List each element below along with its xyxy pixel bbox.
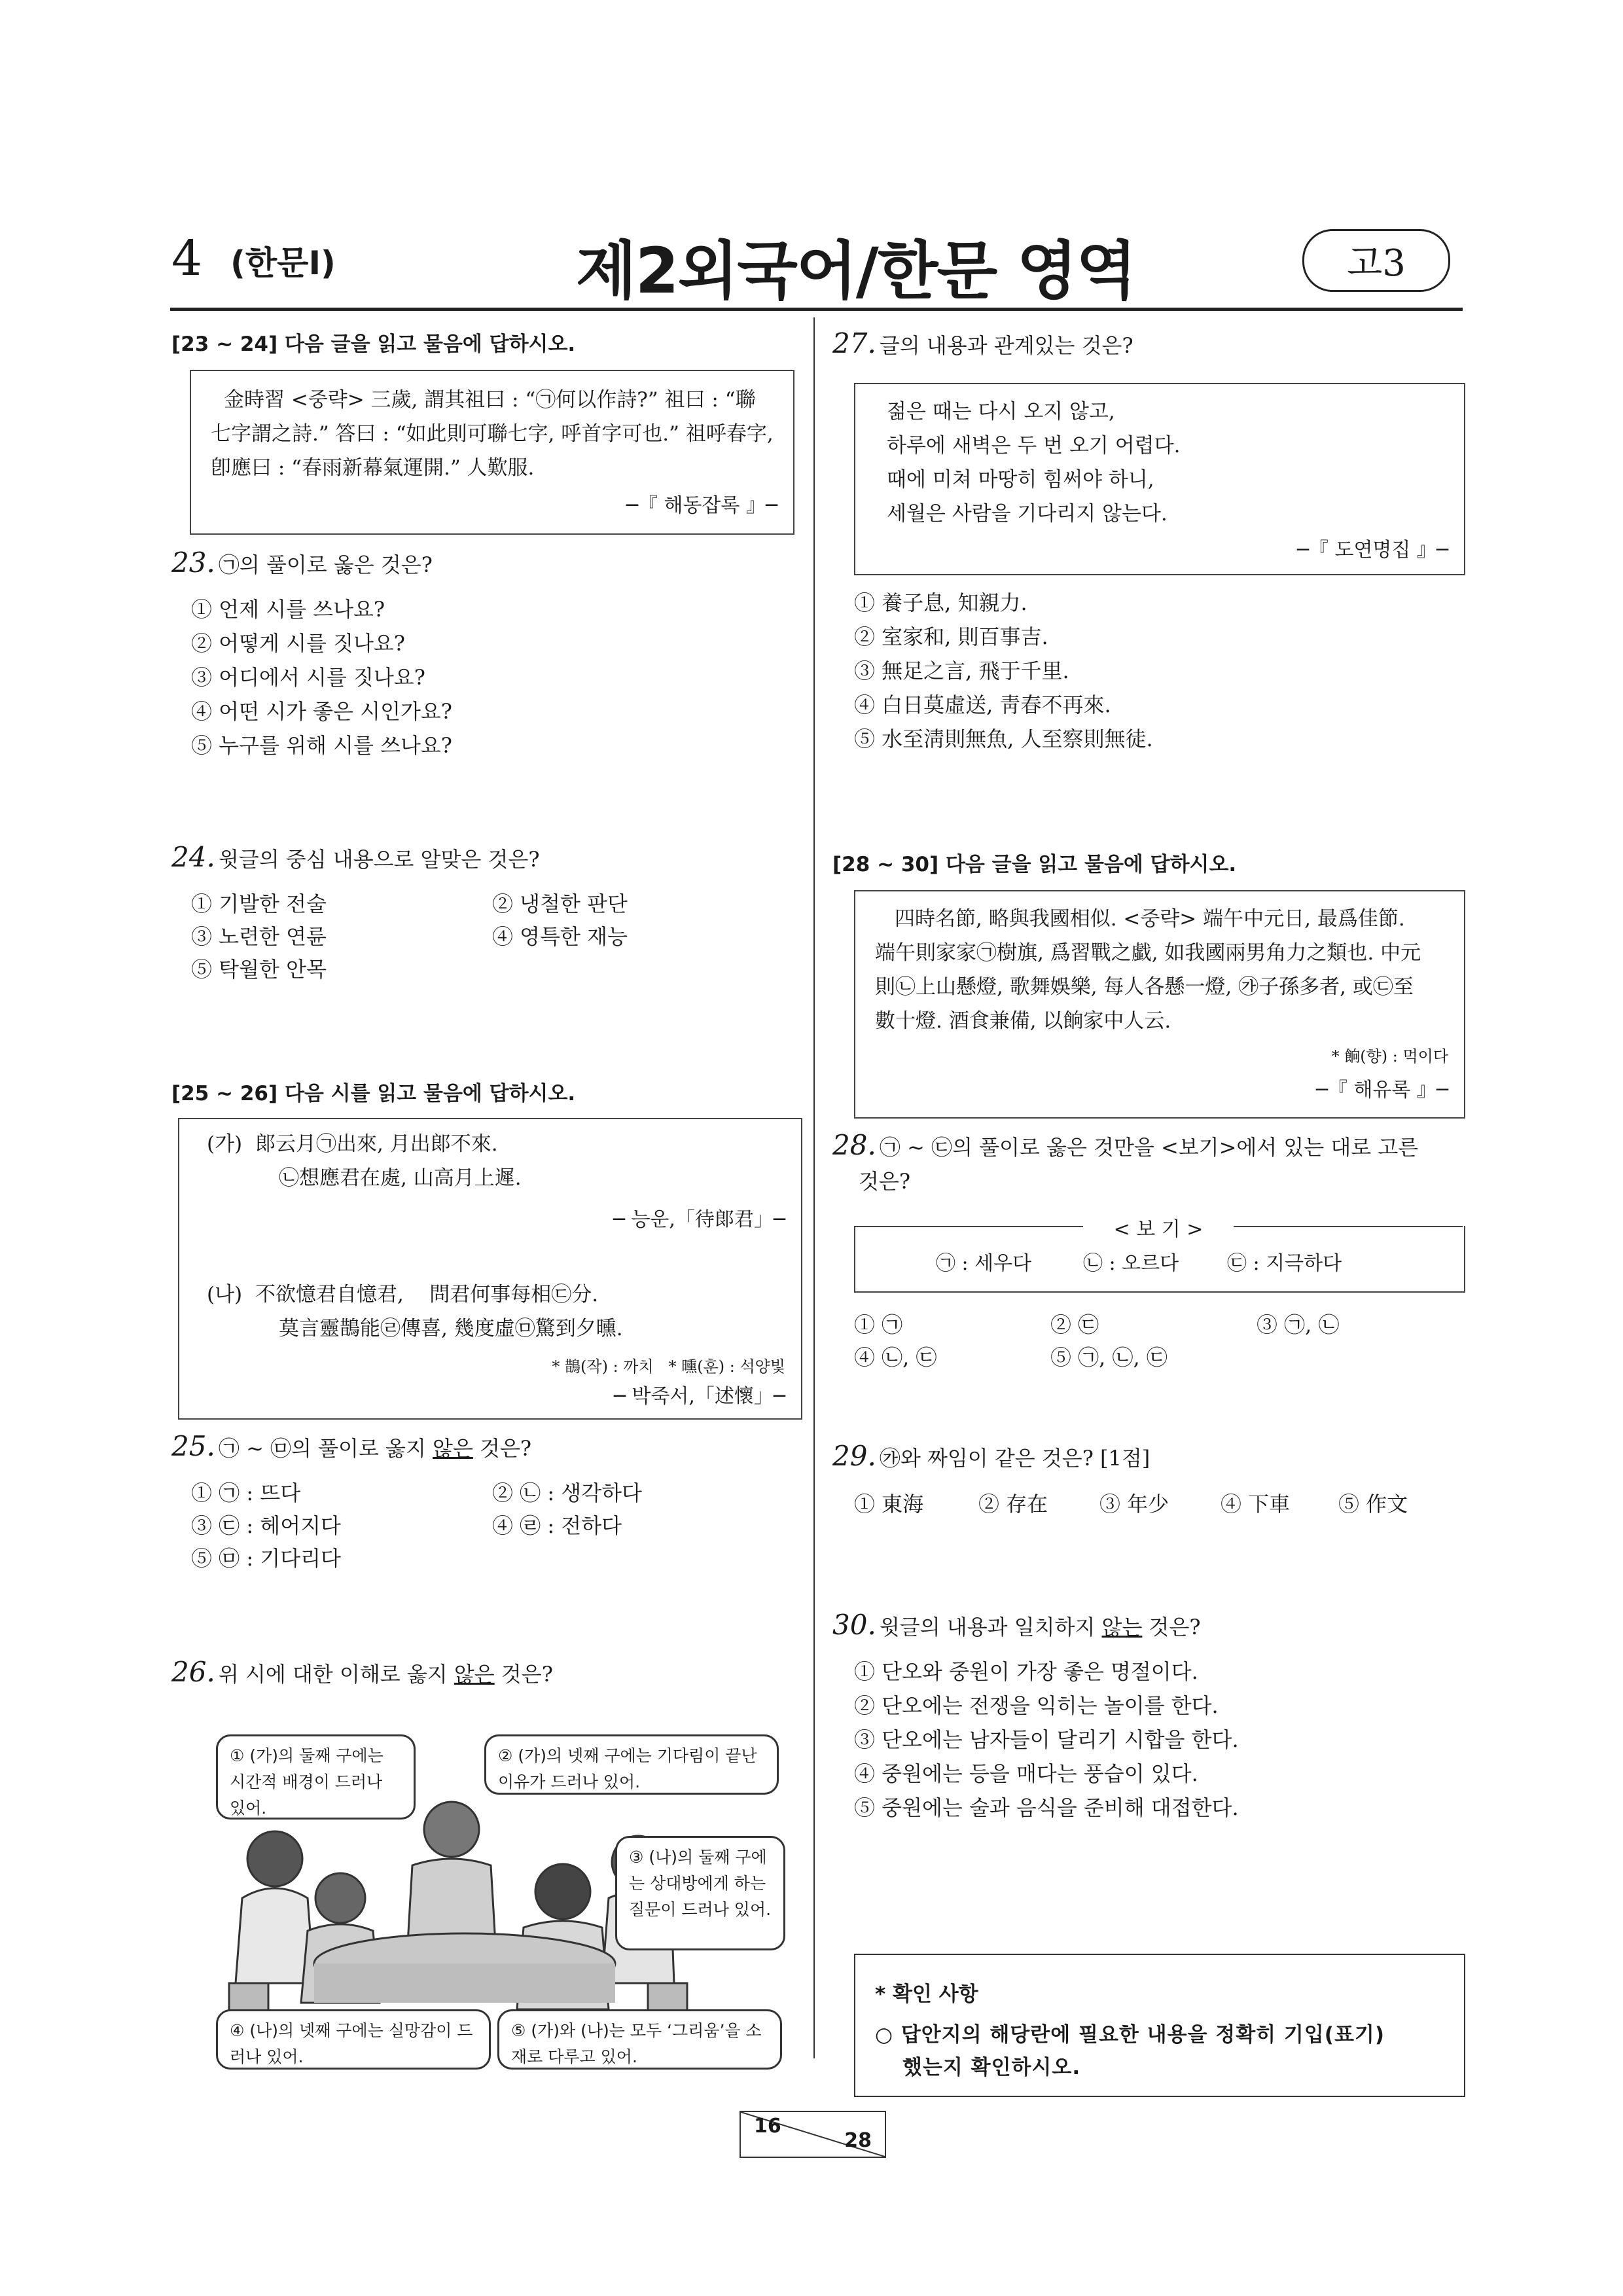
passage-1-line: 金時習 <중략> 三歲, 謂其祖曰 : “㉠何以作詩?” 祖曰 : “聯 xyxy=(224,388,756,412)
q27-options xyxy=(854,586,1153,756)
question-text-cont: 것은? xyxy=(859,1169,910,1194)
student-head xyxy=(315,1873,365,1923)
question-number: 27. xyxy=(832,327,876,359)
option[interactable]: ① 언제 시를 쓰나요? xyxy=(191,597,385,622)
quote-line: 세월은 사람을 기다리지 않는다. xyxy=(887,502,1168,526)
passage-3-line: 數十燈. 酒食兼備, 以餉家中人云. xyxy=(875,1009,1171,1033)
poem-na-line1: 不欲憶君自憶君, 問君何事每相㉢分. xyxy=(255,1283,599,1306)
option[interactable]: ④ 중원에는 등을 매다는 풍습이 있다. xyxy=(854,1761,1198,1786)
header-rule xyxy=(170,308,1463,311)
option[interactable]: ③ 단오에는 남자들이 달리기 시합을 한다. xyxy=(854,1727,1239,1752)
question-27 xyxy=(832,327,1133,359)
poem-ga-line1: 郞云月㉠出來, 月出郞不來. xyxy=(255,1132,498,1156)
passage-3-note: * 餉(향) : 먹이다 xyxy=(1331,1047,1448,1066)
column-divider xyxy=(813,317,815,2058)
poem-na-label: (나) xyxy=(207,1283,243,1306)
poem-ga-source: ─ 능운,「待郞君」─ xyxy=(613,1208,785,1231)
table-edge xyxy=(314,1964,615,2003)
question-number: 26. xyxy=(171,1656,215,1688)
question-text-post: 것은? xyxy=(494,1662,553,1687)
teacher-head xyxy=(424,1802,479,1857)
passage-3-line: 端午則家家㉠樹旗, 爲習戰之戱, 如我國兩男角力之類也. 中元 xyxy=(875,941,1421,965)
q27-quote-text xyxy=(887,395,1180,531)
question-text-pre: 위 시에 대한 이해로 옳지 xyxy=(218,1662,454,1687)
question-text: ㉮와 짜임이 같은 것은? [1점] xyxy=(879,1446,1150,1471)
q24-option[interactable]: ⑤ 탁월한 안목 xyxy=(191,957,327,982)
total-pages: 28 xyxy=(844,2129,872,2152)
bogi-item: ㉢ : 지극하다 xyxy=(1227,1252,1342,1275)
poem-ga-line2: ㉡想應君在處, 山高月上遲. xyxy=(279,1166,522,1190)
passage-1-line: 卽應曰 : “春雨新幕氣運開.” 人歎服. xyxy=(211,456,535,480)
q28-option[interactable]: ③ ㉠, ㉡ xyxy=(1257,1312,1340,1337)
bogi-item: ㉠ : 세우다 xyxy=(936,1252,1032,1275)
student-head xyxy=(535,1864,590,1919)
q30-options xyxy=(854,1655,1239,1825)
option[interactable]: ② 어떻게 시를 짓나요? xyxy=(191,631,405,656)
question-text-pre: 윗글의 내용과 일치하지 xyxy=(879,1615,1102,1640)
question-23 xyxy=(171,547,433,579)
bogi-item: ㉡ : 오르다 xyxy=(1083,1252,1179,1275)
question-number: 23. xyxy=(171,547,215,579)
passage-3-text xyxy=(875,902,1457,1038)
question-25 xyxy=(171,1430,531,1462)
q29-option[interactable]: ④ 下車 xyxy=(1221,1492,1291,1516)
option[interactable]: ④ 白日莫虛送, 靑春不再來. xyxy=(854,692,1111,717)
q24-option[interactable]: ④ 영특한 재능 xyxy=(492,924,628,949)
section-heading-28-30: [28 ~ 30] 다음 글을 읽고 물음에 답하시오. xyxy=(832,853,1237,876)
question-number: 25. xyxy=(171,1430,215,1462)
question-text: ㉠ ~ ㉢의 풀이로 옳은 것만을 <보기>에서 있는 대로 고른 xyxy=(879,1135,1419,1160)
q24-option[interactable]: ① 기발한 전술 xyxy=(191,891,327,916)
question-number: 24. xyxy=(171,841,215,873)
student-head xyxy=(247,1831,302,1886)
question-number: 29. xyxy=(832,1440,876,1472)
bogi-label: < 보 기 > xyxy=(1113,1218,1204,1241)
q27-quote-box xyxy=(854,383,1465,575)
question-text: ㉠의 풀이로 옳은 것은? xyxy=(218,552,433,577)
passage-box-3 xyxy=(854,890,1465,1119)
speech-bubble-2[interactable]: ② (가)의 넷째 구에는 기다림이 끝난 이유가 드러나 있어. xyxy=(484,1734,779,1795)
notice-title: * 확인 사항 xyxy=(875,1982,978,2006)
section-heading-23-24: [23 ~ 24] 다음 글을 읽고 물음에 답하시오. xyxy=(171,332,576,356)
section-heading-25-26: [25 ~ 26] 다음 시를 읽고 물음에 답하시오. xyxy=(171,1082,576,1105)
option[interactable]: ② 室家和, 則百事吉. xyxy=(854,624,1048,649)
poem-na xyxy=(207,1278,623,1346)
question-29 xyxy=(832,1440,1150,1472)
speech-bubble-4[interactable]: ④ (나)의 넷째 구에는 실망감이 드러나 있어. xyxy=(216,2009,491,2070)
question-text: 글의 내용과 관계있는 것은? xyxy=(879,333,1133,358)
q29-option[interactable]: ③ 年少 xyxy=(1099,1492,1169,1516)
q24-option[interactable]: ② 냉철한 판단 xyxy=(492,891,628,916)
quote-line: 하루에 새벽은 두 번 오기 어렵다. xyxy=(887,434,1181,457)
notice-box xyxy=(854,1954,1465,2097)
quote-line: 때에 미쳐 마땅히 힘써야 하니, xyxy=(887,468,1154,492)
option[interactable]: ② 단오에는 전쟁을 익히는 놀이를 한다. xyxy=(854,1693,1219,1718)
q25-option[interactable]: ④ ㉣ : 전하다 xyxy=(492,1513,622,1538)
poem-ga xyxy=(207,1127,522,1195)
option[interactable]: ① 養子息, 知親力. xyxy=(854,590,1027,615)
question-text-underlined: 않은 xyxy=(433,1436,473,1461)
q23-options xyxy=(191,592,452,762)
speech-bubble-1[interactable]: ① (가)의 둘째 구에는 시간적 배경이 드러나 있어. xyxy=(216,1734,416,1820)
poem-na-source: ─ 박죽서,「述懷」─ xyxy=(613,1385,785,1408)
question-text-pre: ㉠ ~ ㉤의 풀이로 옳지 xyxy=(218,1436,433,1461)
option[interactable]: ⑤ 水至淸則無魚, 人至察則無徒. xyxy=(854,726,1153,751)
option[interactable]: ⑤ 누구를 위해 시를 쓰나요? xyxy=(191,733,452,758)
question-text-underlined: 않은 xyxy=(454,1662,495,1687)
student-body xyxy=(236,1888,314,1983)
subject-label: (한문Ⅰ) xyxy=(230,244,336,282)
q27-quote-source: ─『 도연명집 』─ xyxy=(1296,539,1448,562)
q25-option[interactable]: ⑤ ㉤ : 기다리다 xyxy=(191,1546,341,1571)
bogi-top-rule-left xyxy=(854,1226,1083,1227)
option[interactable]: ③ 어디에서 시를 짓나요? xyxy=(191,665,425,690)
current-page: 16 xyxy=(754,2115,781,2138)
question-text-post: 것은? xyxy=(473,1436,532,1461)
q29-option[interactable]: ② 存在 xyxy=(978,1492,1048,1516)
q28-option[interactable]: ② ㉢ xyxy=(1050,1312,1099,1337)
passage-1-text xyxy=(211,383,787,485)
poem-ga-label: (가) xyxy=(207,1132,243,1156)
question-28 xyxy=(832,1129,1461,1195)
question-24 xyxy=(171,841,540,873)
passage-3-source: ─『 해유록 』─ xyxy=(1315,1079,1448,1102)
q25-option[interactable]: ① ㉠ : 뜨다 xyxy=(191,1480,301,1505)
passage-box-1 xyxy=(190,370,794,535)
question-number: 30. xyxy=(832,1609,876,1641)
page-indicator xyxy=(740,2111,886,2158)
poem-na-note: * 鵲(작) : 까치 * 曛(훈) : 석양빛 xyxy=(552,1357,785,1376)
passage-1-line: 七字謂之詩.” 答曰 : “如此則可聯七字, 呼首字可也.” 祖呼春字, xyxy=(211,422,774,446)
question-text-post: 것은? xyxy=(1142,1615,1201,1640)
question-30 xyxy=(832,1609,1201,1641)
passage-3-line: 四時名節, 略與我國相似. <중략> 端午中元日, 最爲佳節. xyxy=(895,907,1405,931)
notice-line-2: 했는지 확인하시오. xyxy=(902,2056,1081,2079)
page-number: 4 xyxy=(171,230,203,287)
option[interactable]: ③ 無足之言, 飛于千里. xyxy=(854,658,1069,683)
q25-option[interactable]: ③ ㉢ : 헤어지다 xyxy=(191,1513,341,1538)
option[interactable]: ④ 어떤 시가 좋은 시인가요? xyxy=(191,699,452,724)
question-26 xyxy=(171,1656,553,1688)
question-text: 윗글의 중심 내용으로 알맞은 것은? xyxy=(218,847,540,872)
q28-option[interactable]: ⑤ ㉠, ㉡, ㉢ xyxy=(1050,1345,1168,1370)
q28-option[interactable]: ① ㉠ xyxy=(854,1312,903,1337)
notice-line-1: ○ 답안지의 해당란에 필요한 내용을 정확히 기입(표기) xyxy=(875,2023,1385,2047)
option[interactable]: ① 단오와 중원이 가장 좋은 명절이다. xyxy=(854,1659,1198,1684)
speech-bubble-3[interactable]: ③ (나)의 둘째 구에는 상대방에게 하는 질문이 드러나 있어. xyxy=(615,1836,785,1950)
q28-option[interactable]: ④ ㉡, ㉢ xyxy=(854,1345,937,1370)
page-title: 제2외국어/한문 영역 xyxy=(576,234,1136,308)
bogi-top-rule-right xyxy=(1234,1226,1463,1227)
q29-option[interactable]: ① 東海 xyxy=(854,1492,924,1516)
q24-option[interactable]: ③ 노련한 연륜 xyxy=(191,924,327,949)
poem-box xyxy=(178,1118,802,1420)
q25-option[interactable]: ② ㉡ : 생각하다 xyxy=(492,1480,642,1505)
q29-option[interactable]: ⑤ 作文 xyxy=(1338,1492,1408,1516)
passage-1-source: ─『 해동잡록 』─ xyxy=(626,494,777,517)
grade-badge: 고3 xyxy=(1302,229,1450,292)
option[interactable]: ⑤ 중원에는 술과 음식을 준비해 대접한다. xyxy=(854,1795,1239,1820)
quote-line: 젊은 때는 다시 오지 않고, xyxy=(887,400,1115,423)
poem-na-line2: 莫言靈鵲能㉣傳喜, 幾度虛㉤驚到夕曛. xyxy=(279,1317,623,1340)
question-number: 28. xyxy=(832,1129,876,1161)
question-text-underlined: 않는 xyxy=(1101,1615,1143,1640)
speech-bubble-5[interactable]: ⑤ (가)와 (나)는 모두 ‘그리움’을 소재로 다루고 있어. xyxy=(497,2009,782,2070)
passage-3-line: 則㉡上山懸燈, 歌舞娛樂, 每人各懸一燈, ㉮子孫多者, 或㉢至 xyxy=(875,975,1414,999)
